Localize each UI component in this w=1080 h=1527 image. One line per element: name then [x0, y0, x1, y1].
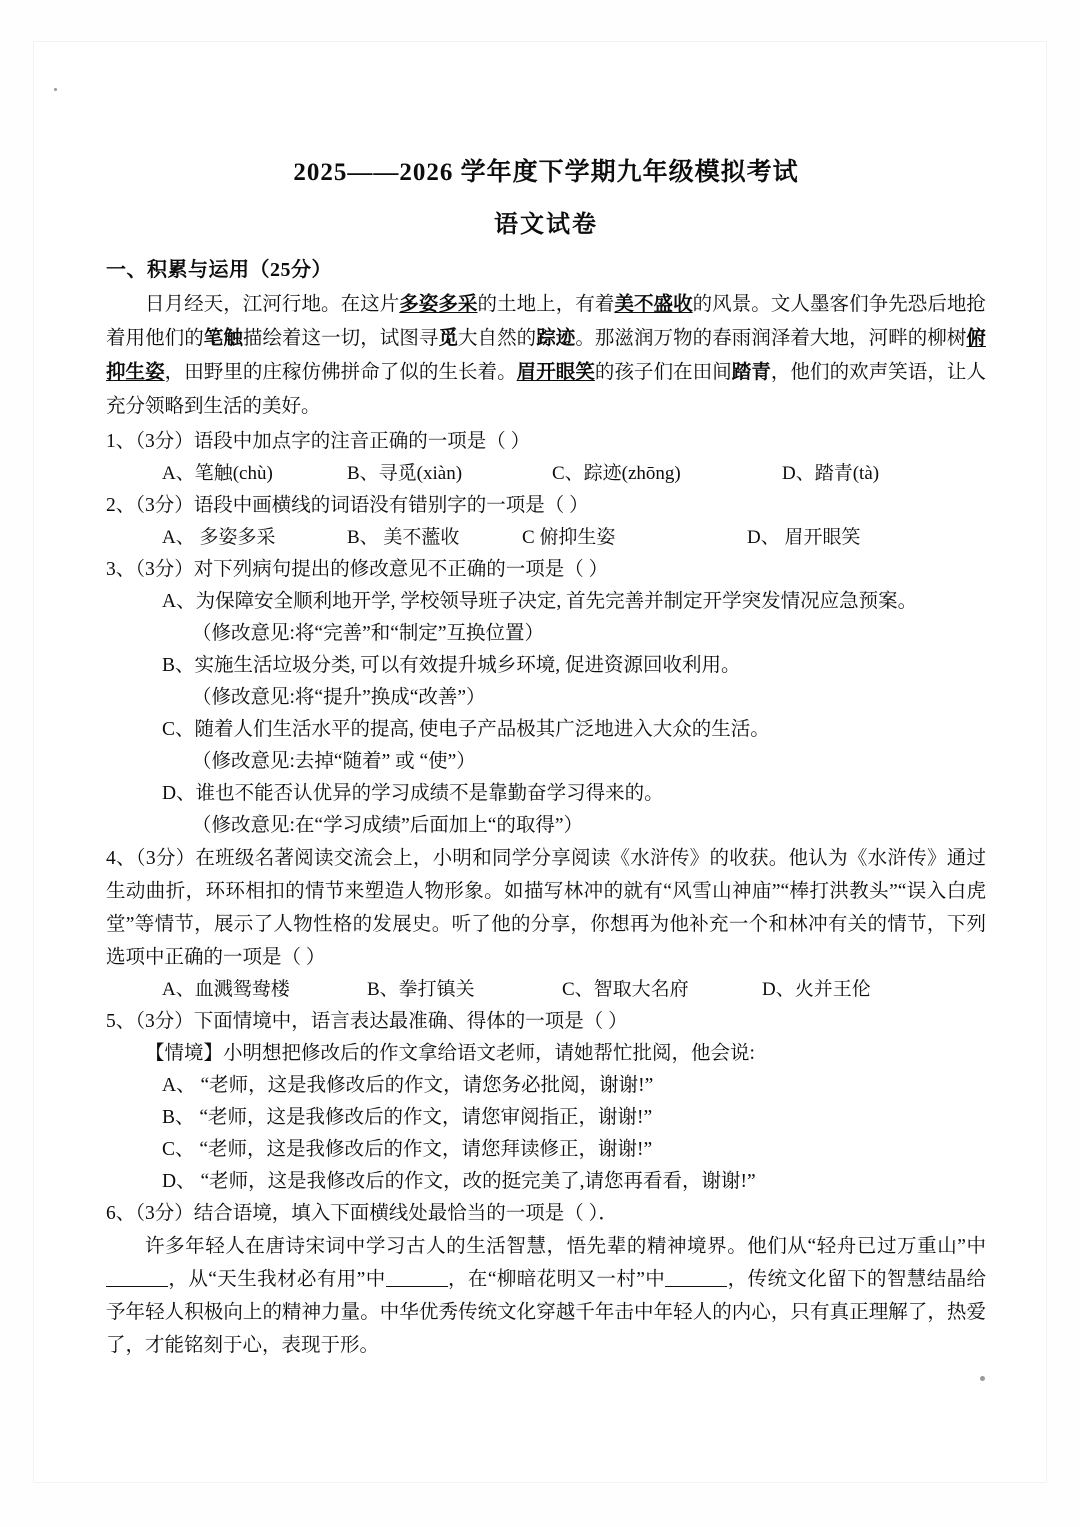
- question-2-option-a[interactable]: A、 多姿多采: [162, 527, 276, 548]
- question-1-option-d[interactable]: D、踏青(tà): [782, 463, 880, 484]
- question-2-options: [106, 522, 986, 554]
- question-5-stem: 5、（3分）下面情境中，语言表达最准确、得体的一项是（ ）: [106, 1011, 628, 1032]
- page-title: 2025——2026 学年度下学期九年级模拟考试: [293, 159, 799, 186]
- question-6-blank-3[interactable]: [665, 1267, 727, 1288]
- passage-text-e: 的风景。文人墨客们争先恐后地抢着用他们的: [106, 294, 986, 349]
- question-5-option-a[interactable]: A、 “老师，这是我修改后的作文，请您务必批阅，谢谢!”: [162, 1075, 654, 1096]
- question-6-text-4: ，传统文化留下的智慧结晶给予年轻人积极向上的精神力量。中华优秀传统文化穿越千年击中年轻人的内心，只有真正理解了，热爱了，才能铭刻于心，表现于形。: [106, 1269, 987, 1356]
- section-heading-1: 一、积累与运用（25分）: [106, 259, 332, 281]
- question-6-text-3: ，在“柳暗花明又一村”中: [447, 1269, 666, 1290]
- question-3-option-c[interactable]: C、随着人们生活水平的提高, 使电子产品极其广泛地进入大众的生活。: [162, 719, 770, 740]
- question-4-option-b[interactable]: B、拳打镇关: [367, 979, 475, 1000]
- question-5-option-b[interactable]: B、 “老师，这是我修改后的作文，请您审阅指正，谢谢!”: [162, 1107, 653, 1128]
- question-4-option-c[interactable]: C、智取大名府: [562, 979, 689, 1000]
- question-2-option-d[interactable]: D、 眉开眼笑: [747, 527, 861, 548]
- question-4-stem: 4、（3分）在班级名著阅读交流会上，小明和同学分享阅读《水浒传》的收获。他认为《水浒传》通过生动曲折，环环相扣的情节来塑造人物形象。如描写林冲的就有“风雪山神庙”“棒打洪教头”“误入白虎堂”等情节，展示了人物性格的发展史。听了他的分享，你想再为他补充一个和林冲有关的情节，下列选项中正确的一项是（ ）: [106, 848, 986, 968]
- question-6-passage: [106, 1230, 986, 1362]
- question-2-option-b[interactable]: B、 美不蘫收: [347, 527, 460, 548]
- question-4-option-d[interactable]: D、火并王伦: [762, 979, 871, 1000]
- passage-term-duozi: 多姿多采: [399, 294, 478, 315]
- question-4-options: [106, 974, 986, 1006]
- page-subtitle: 语文试卷: [494, 212, 598, 238]
- passage-term-fuyang: 俯抑生姿: [106, 328, 986, 383]
- question-3-stem: 3、（3分）对下列病句提出的修改意见不正确的一项是（ ）: [106, 559, 609, 580]
- question-5-option-d[interactable]: D、 “老师，这是我修改后的作文，改的挺完美了,请您再看看，谢谢!”: [162, 1171, 756, 1192]
- question-1-stem: 1、（3分）语段中加点字的注音正确的一项是（ ）: [106, 431, 531, 452]
- paper-sheet: [34, 42, 1046, 1482]
- question-1-options: [106, 458, 986, 490]
- question-6-text-1: 许多年轻人在唐诗宋词中学习古人的生活智慧，悟先辈的精神境界。他们从“轻舟已过万重山”中: [145, 1236, 986, 1257]
- passage-text-m: ，田野里的庄稼仿佛拼命了似的生长着。: [164, 362, 517, 383]
- scan-speck: [54, 88, 57, 91]
- question-3-note-c: （修改意见:去掉“随着” 或 “使”）: [192, 751, 476, 772]
- question-1-option-c[interactable]: C、踪迹(zhōng): [552, 463, 681, 484]
- question-3-note-a: （修改意见:将“完善”和“制定”互换位置）: [192, 623, 545, 644]
- question-3-note-d: （修改意见:在“学习成绩”后面加上“的取得”）: [192, 815, 584, 836]
- question-6-blank-2[interactable]: [386, 1267, 448, 1288]
- question-1-option-b[interactable]: B、寻觅(xiàn): [347, 463, 463, 484]
- passage-text-k: 。那滋润万物的春雨润泽着大地，河畔的柳树: [575, 328, 967, 349]
- question-2-option-c[interactable]: C 俯抑生姿: [522, 527, 616, 548]
- question-6-text-2: ，从“天生我材必有用”中: [168, 1269, 386, 1290]
- question-2-stem: 2、（3分）语段中画横线的词语没有错别字的一项是（ ）: [106, 495, 589, 516]
- passage-term-meibu: 美不盛收: [614, 294, 693, 315]
- question-6-stem: 6、（3分）结合语境，填入下面横线处最恰当的一项是（ ）．: [106, 1203, 618, 1224]
- question-6-blank-1[interactable]: [106, 1267, 168, 1288]
- scan-speck: [980, 1376, 985, 1381]
- passage-text-q: ，他们的欢声笑语，让人充分领略到生活的美好。: [106, 362, 986, 417]
- question-3-option-d[interactable]: D、谁也不能否认优异的学习成绩不是靠勤奋学习得来的。: [162, 783, 664, 804]
- question-4-option-a[interactable]: A、血溅鸳鸯楼: [162, 979, 290, 1000]
- exam-content: [106, 152, 986, 1362]
- passage-term-bichu: 笔触: [204, 328, 243, 352]
- passage-term-taqing: 踏青: [732, 362, 771, 386]
- question-1-option-a[interactable]: A、笔触(chù): [162, 463, 273, 484]
- passage-term-mi: 觅: [438, 328, 458, 352]
- passage-text-a: 日月经天，江河行地。在这片: [145, 294, 400, 315]
- passage-term-meikai: 眉开眼笑: [516, 362, 595, 383]
- question-3-note-b: （修改意见:将“提升”换成“改善”）: [192, 687, 486, 708]
- passage-text-g: 描绘着这一切，试图寻: [242, 328, 439, 349]
- question-5-context: 【情境】小明想把修改后的作文拿给语文老师，请她帮忙批阅，他会说:: [145, 1043, 755, 1064]
- passage-paragraph: [106, 288, 986, 424]
- question-5-option-c[interactable]: C、 “老师，这是我修改后的作文，请您拜读修正，谢谢!”: [162, 1139, 653, 1160]
- passage-text-o: 的孩子们在田间: [594, 362, 732, 383]
- question-3-option-b[interactable]: B、实施生活垃圾分类, 可以有效提升城乡环境, 促进资源回收利用。: [162, 655, 741, 676]
- passage-term-zongji: 踪迹: [536, 328, 575, 352]
- passage-text-c: 的土地上，有着: [477, 294, 615, 315]
- question-3-option-a[interactable]: A、为保障安全顺利地开学, 学校领导班子决定, 首先完善并制定开学突发情况应急预案。: [162, 591, 918, 612]
- passage-text-i: 大自然的: [458, 328, 537, 349]
